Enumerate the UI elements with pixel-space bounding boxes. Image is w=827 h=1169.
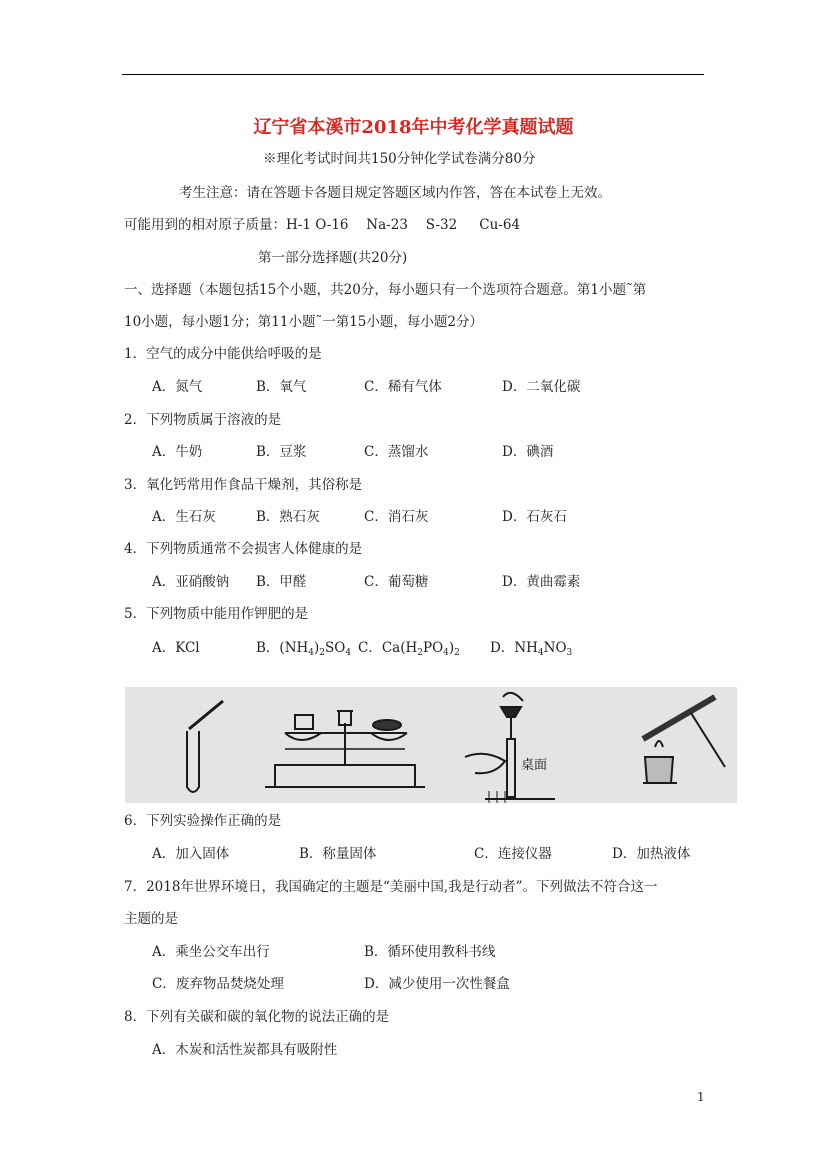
time-note: ※理化考试时间共150分钟化学试卷满分80分 (263, 151, 536, 167)
q1-option-c: C．稀有气体 (364, 379, 442, 395)
q4-option-d: D．黄曲霉素 (502, 574, 581, 590)
q4-option-c: C．葡萄糖 (364, 574, 429, 590)
question-1-stem: 1．空气的成分中能供给呼吸的是 (124, 346, 322, 362)
section-intro-line2: 10小题，每小题1分；第11小题˜一第15小题，每小题2分） (124, 314, 483, 330)
desk-label: 桌面 (521, 758, 548, 773)
q5-option-d: D．$NH_4NO_3$ (490, 640, 573, 658)
q7-option-d: D．减少使用一次性餐盒 (364, 976, 510, 992)
section-intro-line1: 一、选择题（本题包括15个小题，共20分，每小题只有一个选项符合题意。第1小题˜第 (124, 282, 647, 298)
question-5-stem: 5．下列物质中能用作钾肥的是 (124, 606, 309, 622)
q3-option-b: B．熟石灰 (256, 509, 320, 525)
q5-option-c: C．$Ca(H_2PO_4)_2$ (358, 640, 460, 658)
q1-option-a: A．氮气 (152, 379, 203, 395)
q2-option-b: B．豆浆 (256, 444, 307, 460)
q2-option-d: D．碘酒 (502, 444, 554, 460)
question-7-stem-line2: 主题的是 (124, 911, 178, 927)
lab-figure-drawing (125, 687, 737, 803)
q6-option-d: D．加热液体 (612, 846, 691, 862)
page-number: 1 (697, 1090, 705, 1104)
question-6-stem: 6．下列实验操作正确的是 (124, 813, 282, 829)
q1-option-b: B．氧气 (256, 379, 307, 395)
exam-notice: 考生注意：请在答题卡各题目规定答题区域内作答，答在本试卷上无效。 (179, 185, 611, 201)
document-title: 辽宁省本溪市2018年中考化学真题试题 (253, 117, 574, 138)
atomic-mass-line: 可能用到的相对原子质量：H-1 O-16 Na-23 S-32 Cu-64 (124, 217, 521, 233)
q7-option-b: B．循环使用教科书线 (364, 944, 496, 960)
q5-option-b: B．$(NH_4)_2SO_4$ (256, 640, 352, 658)
question-4-stem: 4．下列物质通常不会损害人体健康的是 (124, 541, 363, 557)
q3-option-d: D．石灰石 (502, 509, 567, 525)
question-7-stem-line1: 7．2018年世界环境日，我国确定的主题是“美丽中国,我是行动者”。下列做法不符合这一 (124, 879, 658, 895)
q4-option-a: A．亚硝酸钠 (152, 574, 230, 590)
q3-option-c: C．消石灰 (364, 509, 429, 525)
q6-option-a: A．加入固体 (152, 846, 230, 862)
lab-operations-figure (125, 687, 737, 803)
q2-option-c: C．蒸馏水 (364, 444, 429, 460)
q7-option-c: C．废弃物品焚烧处理 (152, 976, 284, 992)
q2-option-a: A．牛奶 (152, 444, 203, 460)
question-2-stem: 2．下列物质属于溶液的是 (124, 412, 282, 428)
q6-option-b: B．称量固体 (299, 846, 377, 862)
q3-option-a: A．生石灰 (152, 509, 216, 525)
q5-option-a: A．KCl (152, 640, 200, 656)
q4-option-b: B．甲醛 (256, 574, 307, 590)
q6-option-c: C．连接仪器 (474, 846, 552, 862)
q8-option-a: A．木炭和活性炭都具有吸附性 (152, 1042, 338, 1058)
header-rule (122, 74, 704, 75)
part-one-heading: 第一部分选择题(共20分) (258, 250, 408, 266)
q7-option-a: A．乘坐公交车出行 (152, 944, 270, 960)
question-8-stem: 8．下列有关碳和碳的氧化物的说法正确的是 (124, 1009, 390, 1025)
question-3-stem: 3．氧化钙常用作食品干燥剂，其俗称是 (124, 477, 363, 493)
q1-option-d: D．二氧化碳 (502, 379, 581, 395)
